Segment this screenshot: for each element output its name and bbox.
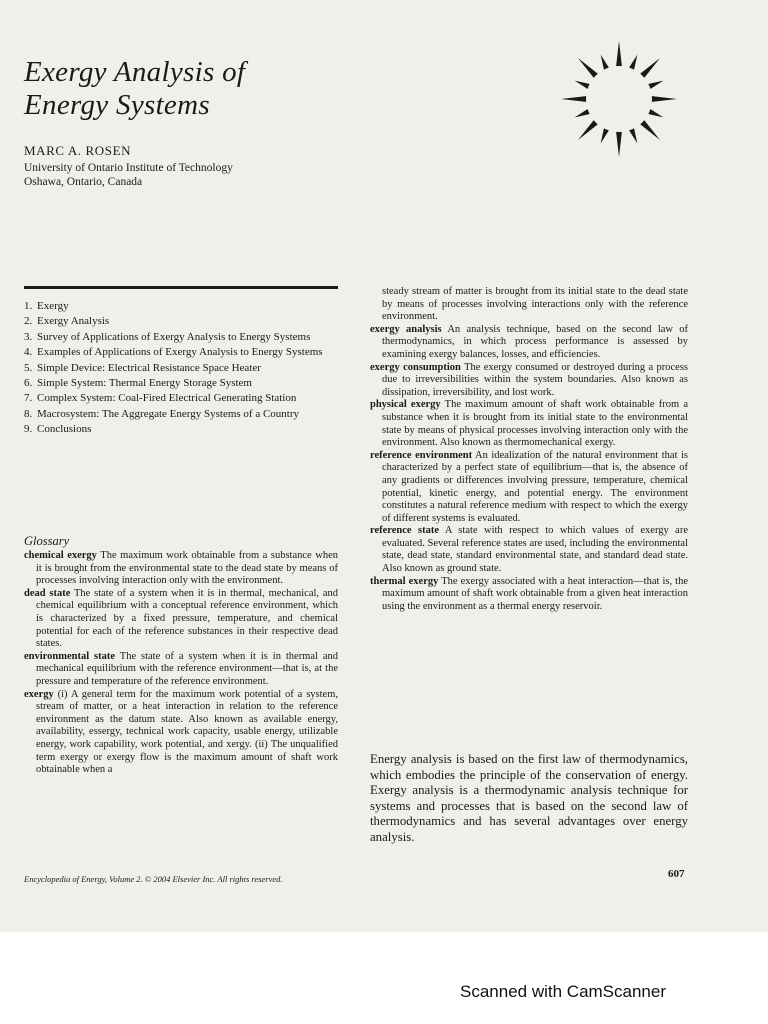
intro-paragraph: Energy analysis is based on the first law of thermodynamics, which embodies the principle of the conservation of energy. Exergy analysis is a thermodynamic analysis technique for systems and processes that is based on the second law of thermodynamics and has several advantages over energy analysis. bbox=[370, 752, 688, 844]
author-name: MARC A. ROSEN bbox=[24, 143, 132, 158]
title-line-2: Energy Systems bbox=[24, 89, 210, 121]
toc-item-number: 7. bbox=[24, 392, 33, 405]
glossary-continuation: steady stream of matter is brought from its initial state to the dead state by means of processes involving interactions only with the reference environment. bbox=[382, 286, 688, 323]
glossary-entry bbox=[24, 588, 338, 651]
toc-item[interactable] bbox=[24, 423, 344, 436]
glossary-definition: The state of a system when it is in thermal, mechanical, and chemical equilibrium with a conceptual reference environment, which is characterized by a fixed pressure, temperature, and chemical potential for each of the reference substances in their respective dead states. bbox=[36, 587, 339, 650]
glossary-term: reference state bbox=[370, 525, 440, 537]
glossary-column-right bbox=[370, 286, 688, 613]
toc-item-number: 9. bbox=[24, 423, 33, 436]
toc-item[interactable] bbox=[24, 408, 344, 421]
toc-item-text: Exergy Analysis bbox=[37, 315, 110, 328]
glossary-entry bbox=[370, 362, 688, 400]
glossary-entry bbox=[24, 550, 338, 588]
toc-item[interactable] bbox=[24, 331, 344, 344]
article-title bbox=[24, 56, 245, 122]
glossary-definition: The exergy associated with a heat interaction—that is, the maximum amount of shaft work obtainable from a given heat interaction using the environment as a thermal energy reservoir. bbox=[382, 575, 689, 612]
toc-item[interactable] bbox=[24, 315, 344, 328]
glossary-term: exergy consumption bbox=[370, 361, 461, 373]
toc-item[interactable] bbox=[24, 362, 344, 375]
toc-item-number: 8. bbox=[24, 407, 33, 420]
toc-item-text: Examples of Applications of Exergy Analysis to Energy Systems bbox=[37, 346, 323, 359]
glossary-term: dead state bbox=[24, 587, 71, 599]
glossary-term: exergy analysis bbox=[370, 323, 442, 335]
toc-item-text: Conclusions bbox=[37, 423, 92, 436]
glossary-entry bbox=[370, 450, 688, 526]
title-line-1: Exergy Analysis of bbox=[24, 56, 246, 88]
glossary-entry bbox=[24, 689, 338, 777]
author-location: Oshawa, Ontario, Canada bbox=[24, 176, 143, 188]
glossary-entry bbox=[370, 399, 688, 449]
sun-disc bbox=[586, 66, 652, 132]
glossary-entry bbox=[370, 324, 688, 362]
toc-item-number: 4. bbox=[24, 346, 33, 359]
glossary-definition: The maximum amount of shaft work obtainable from a substance when it is brought from its initial state to the environmental state by means of physical processes involving interaction only with the environment. Also known as thermomechanical exergy. bbox=[382, 399, 688, 449]
glossary-term: physical exergy bbox=[370, 399, 441, 411]
toc-item-text: Simple System: Thermal Energy Storage System bbox=[37, 377, 252, 390]
sun-ray bbox=[616, 129, 622, 157]
toc-item[interactable] bbox=[24, 377, 344, 390]
toc-item-text: Survey of Applications of Exergy Analysis to Energy Systems bbox=[37, 330, 311, 343]
sun-ray bbox=[561, 96, 589, 102]
glossary-term: environmental state bbox=[24, 650, 116, 662]
glossary-definition: A state with respect to which values of exergy are evaluated. Several reference states are used, including the environmental state, dead state, standard environmental state, and standard dead state. Also known as ground state. bbox=[382, 525, 688, 575]
toc-item-text: Simple Device: Electrical Resistance Space Heater bbox=[37, 361, 261, 374]
glossary-entry bbox=[370, 576, 688, 614]
sun-ray bbox=[649, 96, 677, 102]
toc-item-number: 6. bbox=[24, 377, 33, 390]
toc-item-number: 1. bbox=[24, 300, 33, 312]
page-number: 607 bbox=[668, 868, 685, 880]
glossary-term: reference environment bbox=[370, 449, 473, 461]
toc-item[interactable] bbox=[24, 300, 344, 313]
glossary-definition: An analysis technique, based on the second law of thermodynamics, in which process performance is assessed by examining exergy balances, losses, and efficiencies. bbox=[382, 323, 689, 360]
glossary-definition: An idealization of the natural environment that is characterized by a perfect state of equilibrium—that is, the absence of any gradients or differences involving pressure, temperature, chemical potential, kinetic energy, and potential energy. The environment constitutes a natural reference medium with respect to which the exergy of different systems is evaluated. bbox=[382, 449, 689, 524]
glossary-definition: The exergy consumed or destroyed during a process due to irreversibilities within the system boundaries. Also known as dissipation, irreversibility, and lost work. bbox=[382, 361, 689, 398]
glossary-definition: The state of a system when it is in thermal and mechanical equilibrium with the reference environment—that is, at the pressure and temperature of the reference environment. bbox=[36, 650, 339, 687]
toc-item-text: Complex System: Coal-Fired Electrical Generating Station bbox=[37, 392, 297, 405]
glossary-heading: Glossary bbox=[24, 534, 70, 548]
glossary-term: thermal exergy bbox=[370, 575, 439, 587]
toc-item-number: 2. bbox=[24, 315, 33, 328]
glossary-definition: The maximum work obtainable from a substance when it is brought from the environmental state to the dead state by means of processes involving interaction only with the environment. bbox=[36, 550, 338, 587]
toc-item-number: 5. bbox=[24, 361, 33, 374]
toc-item[interactable] bbox=[24, 346, 344, 359]
glossary-term: exergy bbox=[24, 688, 54, 700]
glossary-definition: (i) A general term for the maximum work potential of a system, stream of matter, or a heat interaction in relation to the reference environment as the datum state. Also known as available energy, availability, essergy, technical work capacity, usable energy, utilizable energy, work capability, work potential, and xergy. (ii) The unqualified term exergy or exergy flow is the maximum amount of shaft work obtainable when a bbox=[36, 688, 339, 776]
toc-item[interactable] bbox=[24, 392, 344, 405]
glossary-entry bbox=[24, 651, 338, 689]
copyright-footer: Encyclopedia of Energy, Volume 2. © 2004 Elsevier Inc. All rights reserved. bbox=[24, 874, 283, 884]
toc-item-text: Exergy bbox=[37, 300, 69, 312]
camscanner-watermark: Scanned with CamScanner bbox=[460, 982, 667, 1001]
toc-item-number: 3. bbox=[24, 330, 33, 343]
glossary-term: chemical exergy bbox=[24, 550, 97, 561]
author-affiliation: University of Ontario Institute of Technology bbox=[24, 162, 233, 174]
toc-divider bbox=[24, 286, 338, 289]
sun-ray bbox=[616, 41, 622, 69]
glossary-column-left bbox=[24, 550, 338, 777]
glossary-entry bbox=[370, 525, 688, 575]
sun-logo-icon bbox=[548, 38, 690, 160]
toc-item-text: Macrosystem: The Aggregate Energy Systems of a Country bbox=[37, 407, 300, 420]
table-of-contents bbox=[24, 300, 344, 439]
